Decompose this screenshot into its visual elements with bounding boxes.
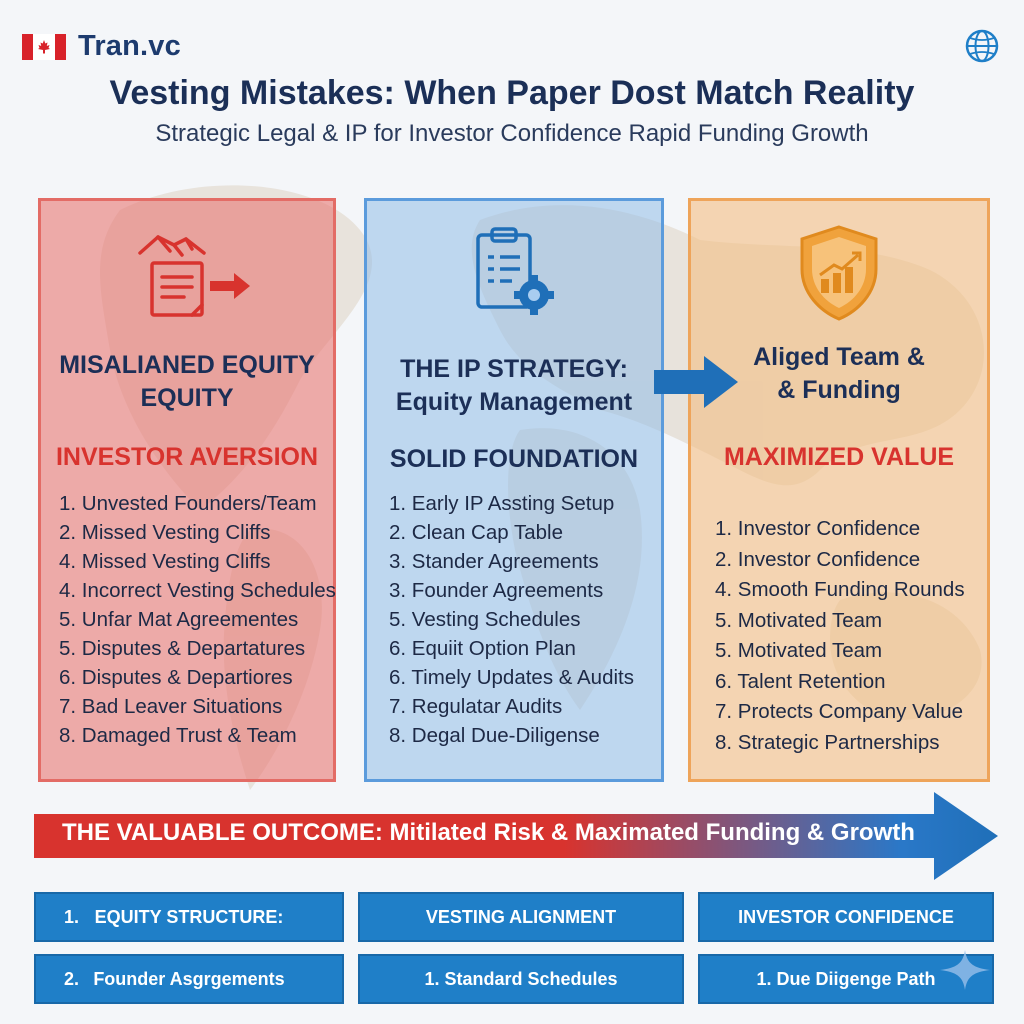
- list-item: 7. Regulatar Audits: [389, 695, 563, 718]
- list-item: 1. Unvested Founders/Team: [59, 492, 317, 515]
- grid-cell-standard-schedules: 1. Standard Schedules: [358, 954, 684, 1004]
- value-list: [715, 514, 987, 758]
- list-item: 1. Early IP Assting Setup: [389, 492, 615, 515]
- panel-misaligned-equity: [38, 198, 336, 782]
- sparkle-icon: [940, 950, 990, 990]
- page-subtitle: Strategic Legal & IP for Investor Confidence Rapid Funding Growth: [155, 120, 869, 147]
- issues-list: [59, 489, 336, 750]
- list-item: 2. Clean Cap Table: [389, 521, 563, 544]
- list-item: 8. Damaged Trust & Team: [59, 724, 297, 747]
- list-item: 3. Stander Agreements: [389, 550, 599, 573]
- list-item: 1. Investor Confidence: [715, 517, 921, 540]
- list-item: 5. Unfar Mat Agreementes: [59, 608, 299, 631]
- strategy-list: [389, 489, 661, 750]
- list-item: 5. Disputes & Departatures: [59, 637, 306, 660]
- clipboard-gear-icon: [464, 223, 564, 323]
- outcome-text: THE VALUABLE OUTCOME: Mitilated Risk & Maximated Funding & Growth: [62, 819, 915, 846]
- panel-heading: Aliged Team & & Funding: [753, 343, 925, 404]
- list-item: 6. Timely Updates & Audits: [389, 666, 634, 689]
- list-item: 6. Disputes & Departiores: [59, 666, 293, 689]
- grid-cell-equity-structure: 1. EQUITY STRUCTURE:: [34, 892, 344, 942]
- list-item: 5. Motivated Team: [715, 608, 883, 632]
- panel-subheading: MAXIMIZED VALUE: [723, 443, 955, 471]
- panel-subheading: SOLID FOUNDATION: [389, 445, 639, 473]
- brand-name: Tran.vc: [78, 30, 181, 62]
- grid-cell-founder-agreements: 2. Founder Asgrgements: [34, 954, 344, 1004]
- list-item: 6. Equiit Option Plan: [389, 637, 576, 660]
- panel-heading: MISALIANED EQUITY EQUITY: [59, 351, 315, 412]
- arrow-right-icon: [654, 352, 744, 412]
- panel-ip-strategy: [364, 198, 664, 782]
- canada-flag-icon: [22, 34, 66, 60]
- list-item: 6. Talent Retention: [715, 669, 886, 693]
- page-title: Vesting Mistakes: When Paper Dost Match Reality: [109, 74, 915, 112]
- brand-header: [22, 30, 181, 63]
- list-item: 2. Missed Vesting Cliffs: [59, 521, 271, 544]
- list-item: 4. Incorrect Vesting Schedules: [59, 579, 336, 602]
- handshake-contract-icon: [112, 223, 262, 323]
- list-item: 7. Protects Company Value: [715, 700, 964, 723]
- grid-cell-due-diligence: 1. Due Diigenge Path: [698, 954, 994, 1004]
- list-item: 8. Strategic Partnerships: [715, 730, 940, 754]
- list-item: 5. Vesting Schedules: [389, 608, 581, 631]
- panel-heading: THE IP STRATEGY: Equity Management: [395, 355, 633, 416]
- list-item: 2. Investor Confidence: [715, 547, 921, 571]
- list-item: 4. Smooth Funding Rounds: [715, 578, 965, 601]
- list-item: 7. Bad Leaver Situations: [59, 695, 283, 718]
- panel-subheading: INVESTOR AVERSION: [55, 443, 319, 471]
- list-item: 8. Degal Due-Diligense: [389, 724, 600, 747]
- grid-cell-vesting-alignment: VESTING ALIGNMENT: [358, 892, 684, 942]
- panel-aligned-team: [688, 198, 990, 782]
- grid-cell-investor-confidence: INVESTOR CONFIDENCE: [698, 892, 994, 942]
- list-item: 4. Missed Vesting Cliffs: [59, 550, 271, 573]
- globe-icon[interactable]: [964, 28, 1000, 64]
- shield-growth-chart-icon: [794, 223, 884, 323]
- list-item: 5. Motivated Team: [715, 639, 883, 662]
- list-item: 3. Founder Agreements: [389, 579, 604, 602]
